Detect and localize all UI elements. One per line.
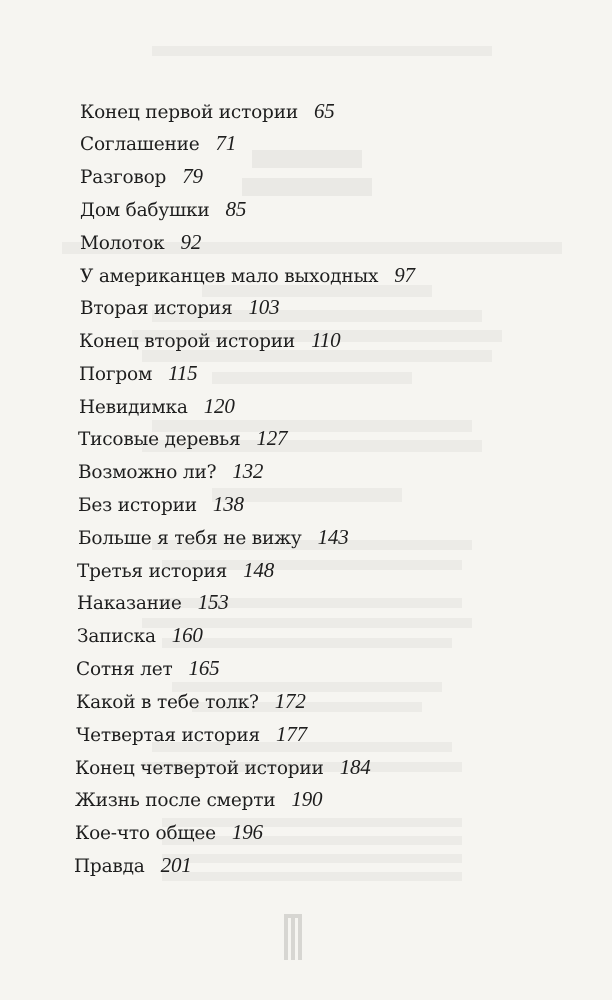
toc-entry-title: Кое-что общее: [75, 823, 216, 844]
toc-entry-title: Какой в тебе толк?: [76, 692, 259, 713]
toc-entry-page: 65: [313, 99, 335, 123]
toc-entry: [78, 494, 244, 516]
toc-entry: [76, 658, 219, 680]
toc-entry-page: 127: [256, 426, 288, 450]
toc-entry-title: Правда: [74, 856, 145, 877]
toc-entry-page: 138: [212, 492, 244, 516]
toc-entry-page: 190: [291, 787, 323, 811]
toc-entry: [76, 691, 306, 713]
toc-entry-page: 165: [188, 656, 220, 680]
toc-entry-title: Невидимка: [79, 397, 188, 418]
toc-entry-page: 115: [168, 361, 198, 385]
toc-entry-title: Погром: [79, 364, 153, 385]
toc-entry: [77, 592, 229, 614]
toc-entry: [77, 625, 203, 647]
toc-entry-title: У американцев мало выходных: [80, 266, 379, 287]
toc-entry-page: 85: [225, 197, 247, 221]
toc-entry: [75, 757, 371, 779]
toc-entry: [80, 133, 236, 155]
toc-entry: [80, 101, 335, 123]
toc-entry: [80, 199, 246, 221]
toc-entry-page: 172: [274, 689, 306, 713]
toc-entry-title: Четвертая история: [76, 725, 261, 746]
toc-entry-page: 177: [276, 722, 307, 746]
toc-entry: [76, 724, 307, 746]
toc-entry: [80, 297, 279, 319]
toc-entry-title: Конец четвертой истории: [75, 758, 324, 779]
toc-entry-title: Записка: [77, 626, 156, 647]
toc-entry-page: 97: [394, 263, 415, 287]
toc-entry-title: Соглашение: [80, 134, 200, 155]
toc-entry-page: 71: [215, 131, 237, 155]
toc-entry-title: Молоток: [80, 233, 165, 254]
toc-entry: [78, 527, 349, 549]
toc-entry-page: 201: [160, 853, 192, 877]
toc-entry-page: 79: [182, 164, 203, 188]
toc-entry: [80, 232, 201, 254]
toc-entry-title: Дом бабушки: [80, 200, 210, 221]
toc-entry-title: Третья история: [77, 561, 228, 582]
toc-entry: [75, 789, 322, 811]
toc-entry-page: 110: [311, 328, 341, 352]
toc-entry-title: Без истории: [78, 495, 197, 516]
toc-entry-title: Тисовые деревья: [78, 429, 241, 450]
toc-entry: [79, 363, 197, 385]
toc-entry-page: 92: [180, 230, 202, 254]
toc-entry: [78, 461, 263, 483]
toc-entry-page: 184: [339, 755, 371, 779]
toc-entry-title: Конец второй истории: [79, 331, 296, 352]
toc-entry: [74, 855, 192, 877]
toc-entry-page: 120: [203, 394, 235, 418]
toc-entry: [80, 166, 203, 188]
toc-entry: [80, 265, 415, 287]
toc-entry-page: 132: [232, 459, 264, 483]
toc-entry-page: 160: [171, 623, 203, 647]
toc-entry-title: Жизнь после смерти: [75, 790, 276, 811]
toc-entry: [79, 330, 340, 352]
toc-entry: [77, 560, 274, 582]
toc-entry-title: Сотня лет: [76, 659, 173, 680]
toc-entry-page: 148: [243, 558, 275, 582]
toc-entry: [79, 396, 235, 418]
toc-entry-page: 143: [317, 525, 349, 549]
toc-entry-page: 103: [248, 295, 280, 319]
toc-entry-title: Наказание: [77, 593, 182, 614]
toc-entry-title: Возможно ли?: [78, 462, 217, 483]
toc-entry-page: 196: [231, 820, 263, 844]
toc-entry-title: Больше я тебя не вижу: [78, 528, 302, 549]
toc-entry: [75, 822, 263, 844]
toc-entry-title: Вторая история: [80, 298, 233, 319]
toc-entry: [78, 428, 287, 450]
toc-entry-page: 153: [197, 590, 229, 614]
toc-entry-title: Разговор: [80, 167, 167, 188]
toc-entry-title: Конец первой истории: [80, 102, 298, 123]
